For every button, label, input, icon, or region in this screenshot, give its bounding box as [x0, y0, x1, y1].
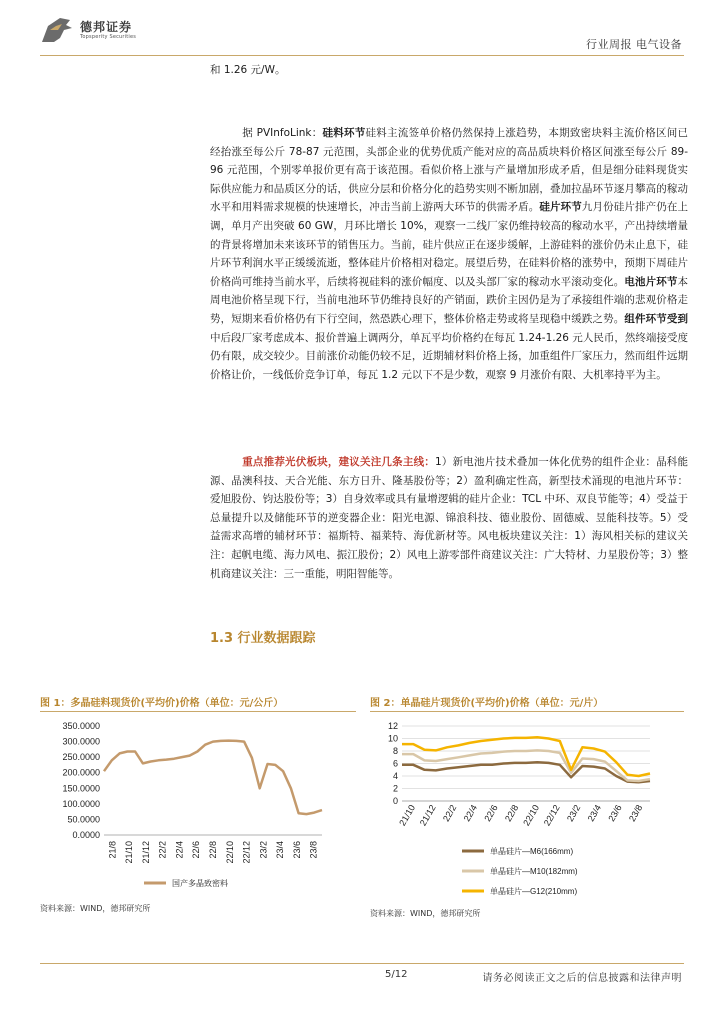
x-tick-label: 23/4 — [275, 841, 286, 859]
x-tick-label: 23/2 — [258, 841, 269, 859]
legend-label: 单晶硅片—M6(166mm) — [490, 847, 574, 856]
market-paragraph: 据 PVInfoLink：硅料环节硅料主流签单价格仍然保持上涨趋势，本期致密块料主流价格区间已经抬涨至每公斤 78-87 元范围，头部企业的优势优质产能对应的高品质块料价格区间涨至每公斤 89-96 元范围，个别零单报价更有高于该范围。看似价格上涨与产量增加形成矛盾，但是细分硅料现货实际供应能力和品质区分的话，供应分层和价格分化的趋势实则不断加剧，叠加拉晶环节逐月攀高的稼动水平和用料需求规模的快速增长，冲击当前上游两大环节的供需矛盾。硅片环节九月份硅片排产仍在上调，单月产出突破 60 GW，月环比增长 10%，观察一二线厂家仍维持较高的稼动水平，产出持续增量的背景将增加未来该环节的销售压力。当前，硅片供应正在逐步缓解，上游硅料的涨价仍未止息下，硅片环节利润水平正缓缓流逝，整体硅片价格相对稳定。展望后势，在硅料价格的涨势中，预期下周硅片价格尚可维持当前水平，后续将视硅料的涨价幅度、以及头部厂家的稼动水平滚动变化。电池片环节本周电池价格呈现下行，当前电池环节仍维持良好的产销面，跌价主因仍是为了承接组件端的悲观价格走势，短期来看价格仍有下行空间，然恐跌心理下，整体价格走势或将呈现稳中缓跌之势。组件环节受到中后段厂家考虑成本、报价普遍上调两分，单瓦平均价格约在每瓦 1.24-1.26 元人民币，然终端接受度仍有限，成交较少。目前涨价动能仍较不足，近期辅材料价格上扬，加重组件厂家压力，然而组件远期价格让价，一线低价竞争订单，每瓦 1.2 元以下不是少数，观察 9 月涨价有限、大机率持平为主。 — [210, 127, 688, 381]
header-divider — [40, 55, 684, 56]
x-tick-label: 22/6 — [191, 841, 202, 859]
x-tick-label: 22/2 — [440, 803, 459, 824]
y-tick-label: 12 — [387, 721, 398, 731]
figure2-source: 资料来源：WIND，德邦研究所 — [370, 909, 481, 918]
x-tick-label: 22/12 — [541, 803, 562, 828]
y-tick-label: 350.0000 — [62, 721, 100, 731]
y-tick-label: 4 — [392, 771, 398, 781]
y-tick-label: 6 — [392, 758, 398, 769]
page-number: 5/12 — [385, 969, 408, 980]
y-tick-label: 300.0000 — [62, 736, 100, 747]
x-tick-label: 22/8 — [208, 841, 218, 859]
x-tick-label: 22/12 — [241, 841, 252, 864]
x-tick-label: 22/10 — [521, 803, 542, 828]
x-tick-label: 22/6 — [482, 803, 500, 824]
x-tick-label: 23/8 — [626, 803, 645, 824]
document-type: 行业周报 电气设备 — [586, 38, 682, 51]
x-tick-label: 21/10 — [397, 803, 418, 828]
x-tick-label: 22/2 — [157, 841, 168, 859]
wafer-price-chart — [370, 714, 684, 904]
logo-name-en: Topsperity Securities — [80, 34, 137, 40]
series-line-1 — [104, 741, 322, 815]
section-title: 1.3 行业数据跟踪 — [210, 631, 316, 646]
y-tick-label: 250.0000 — [62, 752, 100, 763]
figure1-rule — [40, 711, 356, 712]
legend-label: 单晶硅片—M10(182mm) — [490, 867, 578, 876]
series-line-2 — [402, 750, 650, 781]
x-tick-label: 22/4 — [461, 803, 480, 824]
y-tick-label: 100.0000 — [62, 798, 100, 809]
figure2-rule — [370, 711, 684, 712]
x-tick-label: 22/4 — [174, 841, 185, 859]
y-tick-label: 8 — [392, 746, 398, 756]
y-tick-label: 50.0000 — [67, 814, 100, 825]
x-tick-label: 23/2 — [564, 803, 583, 824]
x-tick-label: 21/12 — [417, 803, 438, 828]
recommendation-paragraph: 重点推荐光伏板块，建议关注几条主线：1）新电池片技术叠加一体化优势的组件企业：晶科能源、晶澳科技、天合光能、东方日升、隆基股份等；2）盈利确定性高，新型技术涌现的电池片环节：爱旭股份、钧达股份等；3）自身效率或具有量增逻辑的硅片企业：TCL 中环、双良节能等；4）受益于总量提升以及储能环节的逆变器企业：阳光电源、锦浪科技、德业股份、固德威、昱能科技等。5）受益需求高增的辅材环节：福斯特、福莱特、海优新材等。风电板块建议关注：1）海风相关标的建议关注：起帆电缆、海力风电、振江股份；2）风电上游零部件商建议关注：广大特材、力星股份等；3）整机商建议关注：三一重能，明阳智能等。 — [210, 456, 689, 580]
y-tick-label: 150.0000 — [62, 783, 100, 794]
logo-name-cn: 德邦证券 — [80, 20, 133, 34]
x-tick-label: 23/4 — [585, 803, 604, 824]
figure1-source: 资料来源：WIND，德邦研究所 — [40, 904, 151, 913]
x-tick-label: 23/6 — [606, 803, 624, 824]
x-tick-label: 23/8 — [308, 841, 319, 859]
figure2-title: 图 2：单晶硅片现货价(平均价)价格（单位：元/片） — [370, 698, 604, 709]
x-tick-label: 21/12 — [140, 841, 151, 864]
y-tick-label: 200.0000 — [62, 767, 100, 778]
figure1-title: 图 1：多晶硅料现货价(平均价)价格（单位：元/公斤） — [40, 698, 284, 709]
x-tick-label: 22/8 — [502, 803, 521, 824]
y-tick-label: 0 — [392, 796, 398, 806]
y-tick-label: 10 — [387, 733, 398, 744]
x-tick-label: 21/8 — [107, 841, 118, 859]
polysilicon-price-chart — [40, 714, 356, 904]
x-tick-label: 22/10 — [224, 841, 235, 864]
intro-line: 和 1.26 元/W。 — [210, 64, 286, 76]
disclaimer: 请务必阅读正文之后的信息披露和法律声明 — [482, 973, 682, 984]
x-tick-label: 23/6 — [291, 841, 302, 859]
y-tick-label: 0.0000 — [72, 830, 100, 840]
series-line-1 — [402, 762, 650, 782]
legend-label: 单晶硅片—G12(210mm) — [490, 887, 578, 896]
y-tick-label: 2 — [392, 783, 398, 794]
x-tick-label: 21/10 — [124, 841, 135, 864]
company-logo-icon — [40, 16, 74, 44]
legend-label: 国产多晶致密料 — [172, 879, 228, 888]
footer-divider — [40, 963, 684, 964]
